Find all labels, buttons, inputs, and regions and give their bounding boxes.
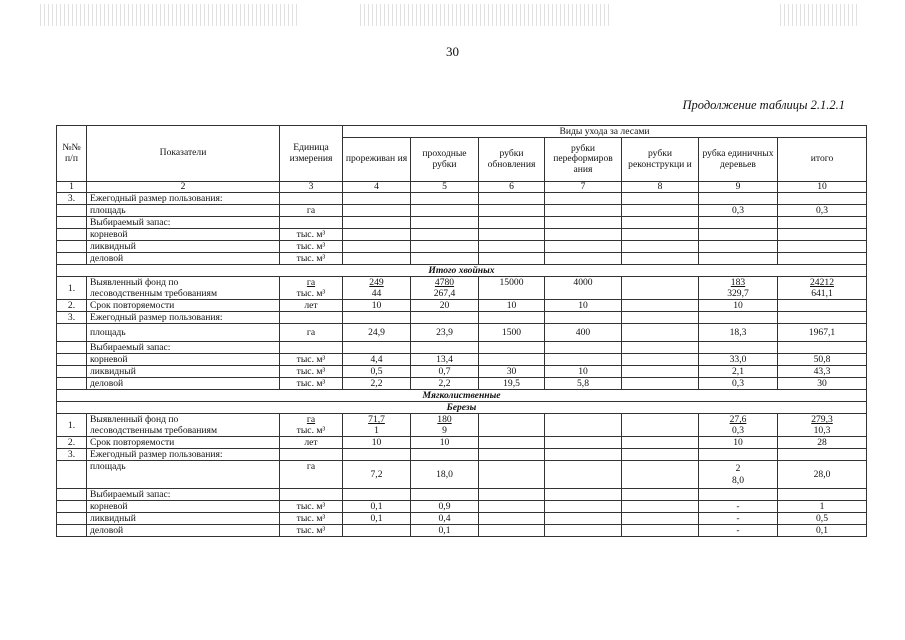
row-label: площадь xyxy=(87,324,280,342)
value-cell: 0,1 xyxy=(343,501,411,513)
table-row xyxy=(57,241,867,253)
value-cell: 0,1 xyxy=(411,525,479,537)
colnum: 8 xyxy=(622,182,699,193)
row-label: Срок повторяемости xyxy=(87,300,280,312)
value-cell: 2,2 xyxy=(411,378,479,390)
row-label: Выявленный фонд по лесоводственным требованиям xyxy=(87,414,280,437)
value-cell: 19,5 xyxy=(479,378,545,390)
row-label: деловой xyxy=(87,253,280,265)
value-cell: 18,0 xyxy=(411,461,479,489)
header-col-renewal-cut: рубки обновления xyxy=(479,138,545,182)
header-col-reconstruction-cut: рубки реконструкци и xyxy=(622,138,699,182)
header-row-1 xyxy=(57,126,867,138)
value-cell: 0,9 xyxy=(411,501,479,513)
table-row xyxy=(57,489,867,501)
value-cell: 33,0 xyxy=(699,354,778,366)
row-label: корневой xyxy=(87,501,280,513)
table-row xyxy=(57,513,867,525)
header-indicator: Показатели xyxy=(87,126,280,182)
table-row xyxy=(57,449,867,461)
header-col-reformation-cut: рубки переформиров ания xyxy=(545,138,622,182)
table-row xyxy=(57,354,867,366)
table-row xyxy=(57,342,867,354)
header-col-passage-cut: проходные рубки xyxy=(411,138,479,182)
colnum: 10 xyxy=(778,182,867,193)
colnum: 1 xyxy=(57,182,87,193)
row-label: ликвидный xyxy=(87,366,280,378)
row-number: 2. xyxy=(57,437,87,449)
table-row xyxy=(57,525,867,537)
scan-noise-right xyxy=(780,4,860,26)
value-cell: 27,6 0,3 xyxy=(699,414,778,437)
value-cell: 0,7 xyxy=(411,366,479,378)
value-cell: 13,4 xyxy=(411,354,479,366)
row-label: ликвидный xyxy=(87,513,280,525)
value-cell: 0,5 xyxy=(343,366,411,378)
unit-cell: лет xyxy=(280,437,343,449)
colnum: 2 xyxy=(87,182,280,193)
row-number: 3. xyxy=(57,193,87,205)
value-cell: 28 xyxy=(778,437,867,449)
forest-care-table xyxy=(56,125,867,537)
value-cell: 23,9 xyxy=(411,324,479,342)
value-cell: 20 xyxy=(411,300,479,312)
value-cell: 71,7 1 xyxy=(343,414,411,437)
row-number: 1. xyxy=(57,277,87,300)
value-cell: 10 xyxy=(411,437,479,449)
value-cell: 1 xyxy=(778,501,867,513)
table-row xyxy=(57,205,867,217)
value-cell: 10 xyxy=(479,300,545,312)
header-num: №№ п/п xyxy=(57,126,87,182)
table-row xyxy=(57,501,867,513)
value-cell: 4000 xyxy=(545,277,622,300)
value-cell: 0,3 xyxy=(699,205,778,217)
value-cell: 30 xyxy=(778,378,867,390)
table-row xyxy=(57,461,867,489)
value-cell: 15000 xyxy=(479,277,545,300)
value-cell: 24212 641,1 xyxy=(778,277,867,300)
column-numbers-row xyxy=(57,182,867,193)
section-header-softwood xyxy=(57,390,867,402)
value-cell: 10 xyxy=(699,437,778,449)
value-cell: 249 44 xyxy=(343,277,411,300)
row-label: площадь xyxy=(87,461,280,489)
header-col-single-tree-cut: рубка единичных деревьев xyxy=(699,138,778,182)
unit-cell: га xyxy=(280,205,343,217)
value-cell: - xyxy=(699,501,778,513)
unit-cell: лет xyxy=(280,300,343,312)
row-number: 3. xyxy=(57,312,87,324)
value-cell: 10 xyxy=(545,300,622,312)
value-cell: 4,4 xyxy=(343,354,411,366)
table-row xyxy=(57,300,867,312)
header-unit: Единица измерения xyxy=(280,126,343,182)
row-label: деловой xyxy=(87,378,280,390)
colnum: 7 xyxy=(545,182,622,193)
value-cell: 0,5 xyxy=(778,513,867,525)
row-label: площадь xyxy=(87,205,280,217)
value-cell: 10 xyxy=(343,437,411,449)
value-cell: 0,1 xyxy=(343,513,411,525)
unit-cell: га тыс. м³ xyxy=(280,414,343,437)
colnum: 9 xyxy=(699,182,778,193)
value-cell: - xyxy=(699,525,778,537)
row-label: Ежегодный размер пользования: xyxy=(87,312,280,324)
row-label: Выбираемый запас: xyxy=(87,489,280,501)
value-cell: - xyxy=(699,513,778,525)
value-cell: 18,3 xyxy=(699,324,778,342)
value-cell: 0,3 xyxy=(699,378,778,390)
section-title: Березы xyxy=(57,402,867,414)
value-cell: 1967,1 xyxy=(778,324,867,342)
value-cell: 7,2 xyxy=(343,461,411,489)
section-header-conifer xyxy=(57,265,867,277)
value-cell: 400 xyxy=(545,324,622,342)
table-row xyxy=(57,277,867,300)
row-label: корневой xyxy=(87,354,280,366)
unit-cell: тыс. м³ xyxy=(280,501,343,513)
table-row xyxy=(57,229,867,241)
value-cell: 0,3 xyxy=(778,205,867,217)
colnum: 6 xyxy=(479,182,545,193)
value-cell: 28,0 xyxy=(778,461,867,489)
value-cell: 50,8 xyxy=(778,354,867,366)
value-cell: 10 xyxy=(699,300,778,312)
unit-cell: га тыс. м³ xyxy=(280,277,343,300)
value-cell: 4780 267,4 xyxy=(411,277,479,300)
unit-cell: тыс. м³ xyxy=(280,513,343,525)
table-row xyxy=(57,324,867,342)
unit-cell: тыс. м³ xyxy=(280,378,343,390)
row-number: 3. xyxy=(57,449,87,461)
page-number: 30 xyxy=(446,44,459,59)
value-cell: 180 9 xyxy=(411,414,479,437)
table-row xyxy=(57,193,867,205)
value-cell: 10 xyxy=(545,366,622,378)
table-continuation-title: Продолжение таблицы 2.1.2.1 xyxy=(682,98,845,112)
value-cell: 5,8 xyxy=(545,378,622,390)
value-cell: 279,3 10,3 xyxy=(778,414,867,437)
row-label: Выбираемый запас: xyxy=(87,342,280,354)
value-cell: 0,4 xyxy=(411,513,479,525)
table-row xyxy=(57,437,867,449)
section-header-birch xyxy=(57,402,867,414)
value-cell: 10 xyxy=(343,300,411,312)
header-col-total: итого xyxy=(778,138,867,182)
header-care-types: Виды ухода за лесами xyxy=(343,126,867,138)
unit-cell: тыс. м³ xyxy=(280,525,343,537)
section-title: Мягколиственные xyxy=(57,390,867,402)
colnum: 4 xyxy=(343,182,411,193)
value-cell: 2 8,0 xyxy=(699,461,778,489)
scan-noise-middle xyxy=(360,4,610,26)
value-cell: 30 xyxy=(479,366,545,378)
scan-noise-left xyxy=(40,4,300,26)
table-row xyxy=(57,414,867,437)
row-number: 1. xyxy=(57,414,87,437)
value-cell: 2,2 xyxy=(343,378,411,390)
unit-cell: га xyxy=(280,461,343,489)
colnum: 3 xyxy=(280,182,343,193)
row-number: 2. xyxy=(57,300,87,312)
row-label: корневой xyxy=(87,229,280,241)
table-row xyxy=(57,253,867,265)
colnum: 5 xyxy=(411,182,479,193)
value-cell: 24,9 xyxy=(343,324,411,342)
row-label: деловой xyxy=(87,525,280,537)
table-row xyxy=(57,366,867,378)
row-label: Срок повторяемости xyxy=(87,437,280,449)
unit-cell: тыс. м³ xyxy=(280,241,343,253)
row-label: Ежегодный размер пользования: xyxy=(87,193,280,205)
row-label: Выявленный фонд по лесоводственным требованиям xyxy=(87,277,280,300)
row-label: ликвидный xyxy=(87,241,280,253)
value-cell: 2,1 xyxy=(699,366,778,378)
value-cell: 43,3 xyxy=(778,366,867,378)
table-row xyxy=(57,312,867,324)
table-row xyxy=(57,217,867,229)
row-label: Ежегодный размер пользования: xyxy=(87,449,280,461)
value-cell: 0,1 xyxy=(778,525,867,537)
unit-cell: га xyxy=(280,324,343,342)
unit-cell: тыс. м³ xyxy=(280,253,343,265)
row-label: Выбираемый запас: xyxy=(87,217,280,229)
value-cell: 1500 xyxy=(479,324,545,342)
value-cell: 183 329,7 xyxy=(699,277,778,300)
header-col-thinning: прореживан ия xyxy=(343,138,411,182)
unit-cell: тыс. м³ xyxy=(280,354,343,366)
section-title: Итого хвойных xyxy=(57,265,867,277)
unit-cell: тыс. м³ xyxy=(280,229,343,241)
unit-cell: тыс. м³ xyxy=(280,366,343,378)
table-row xyxy=(57,378,867,390)
